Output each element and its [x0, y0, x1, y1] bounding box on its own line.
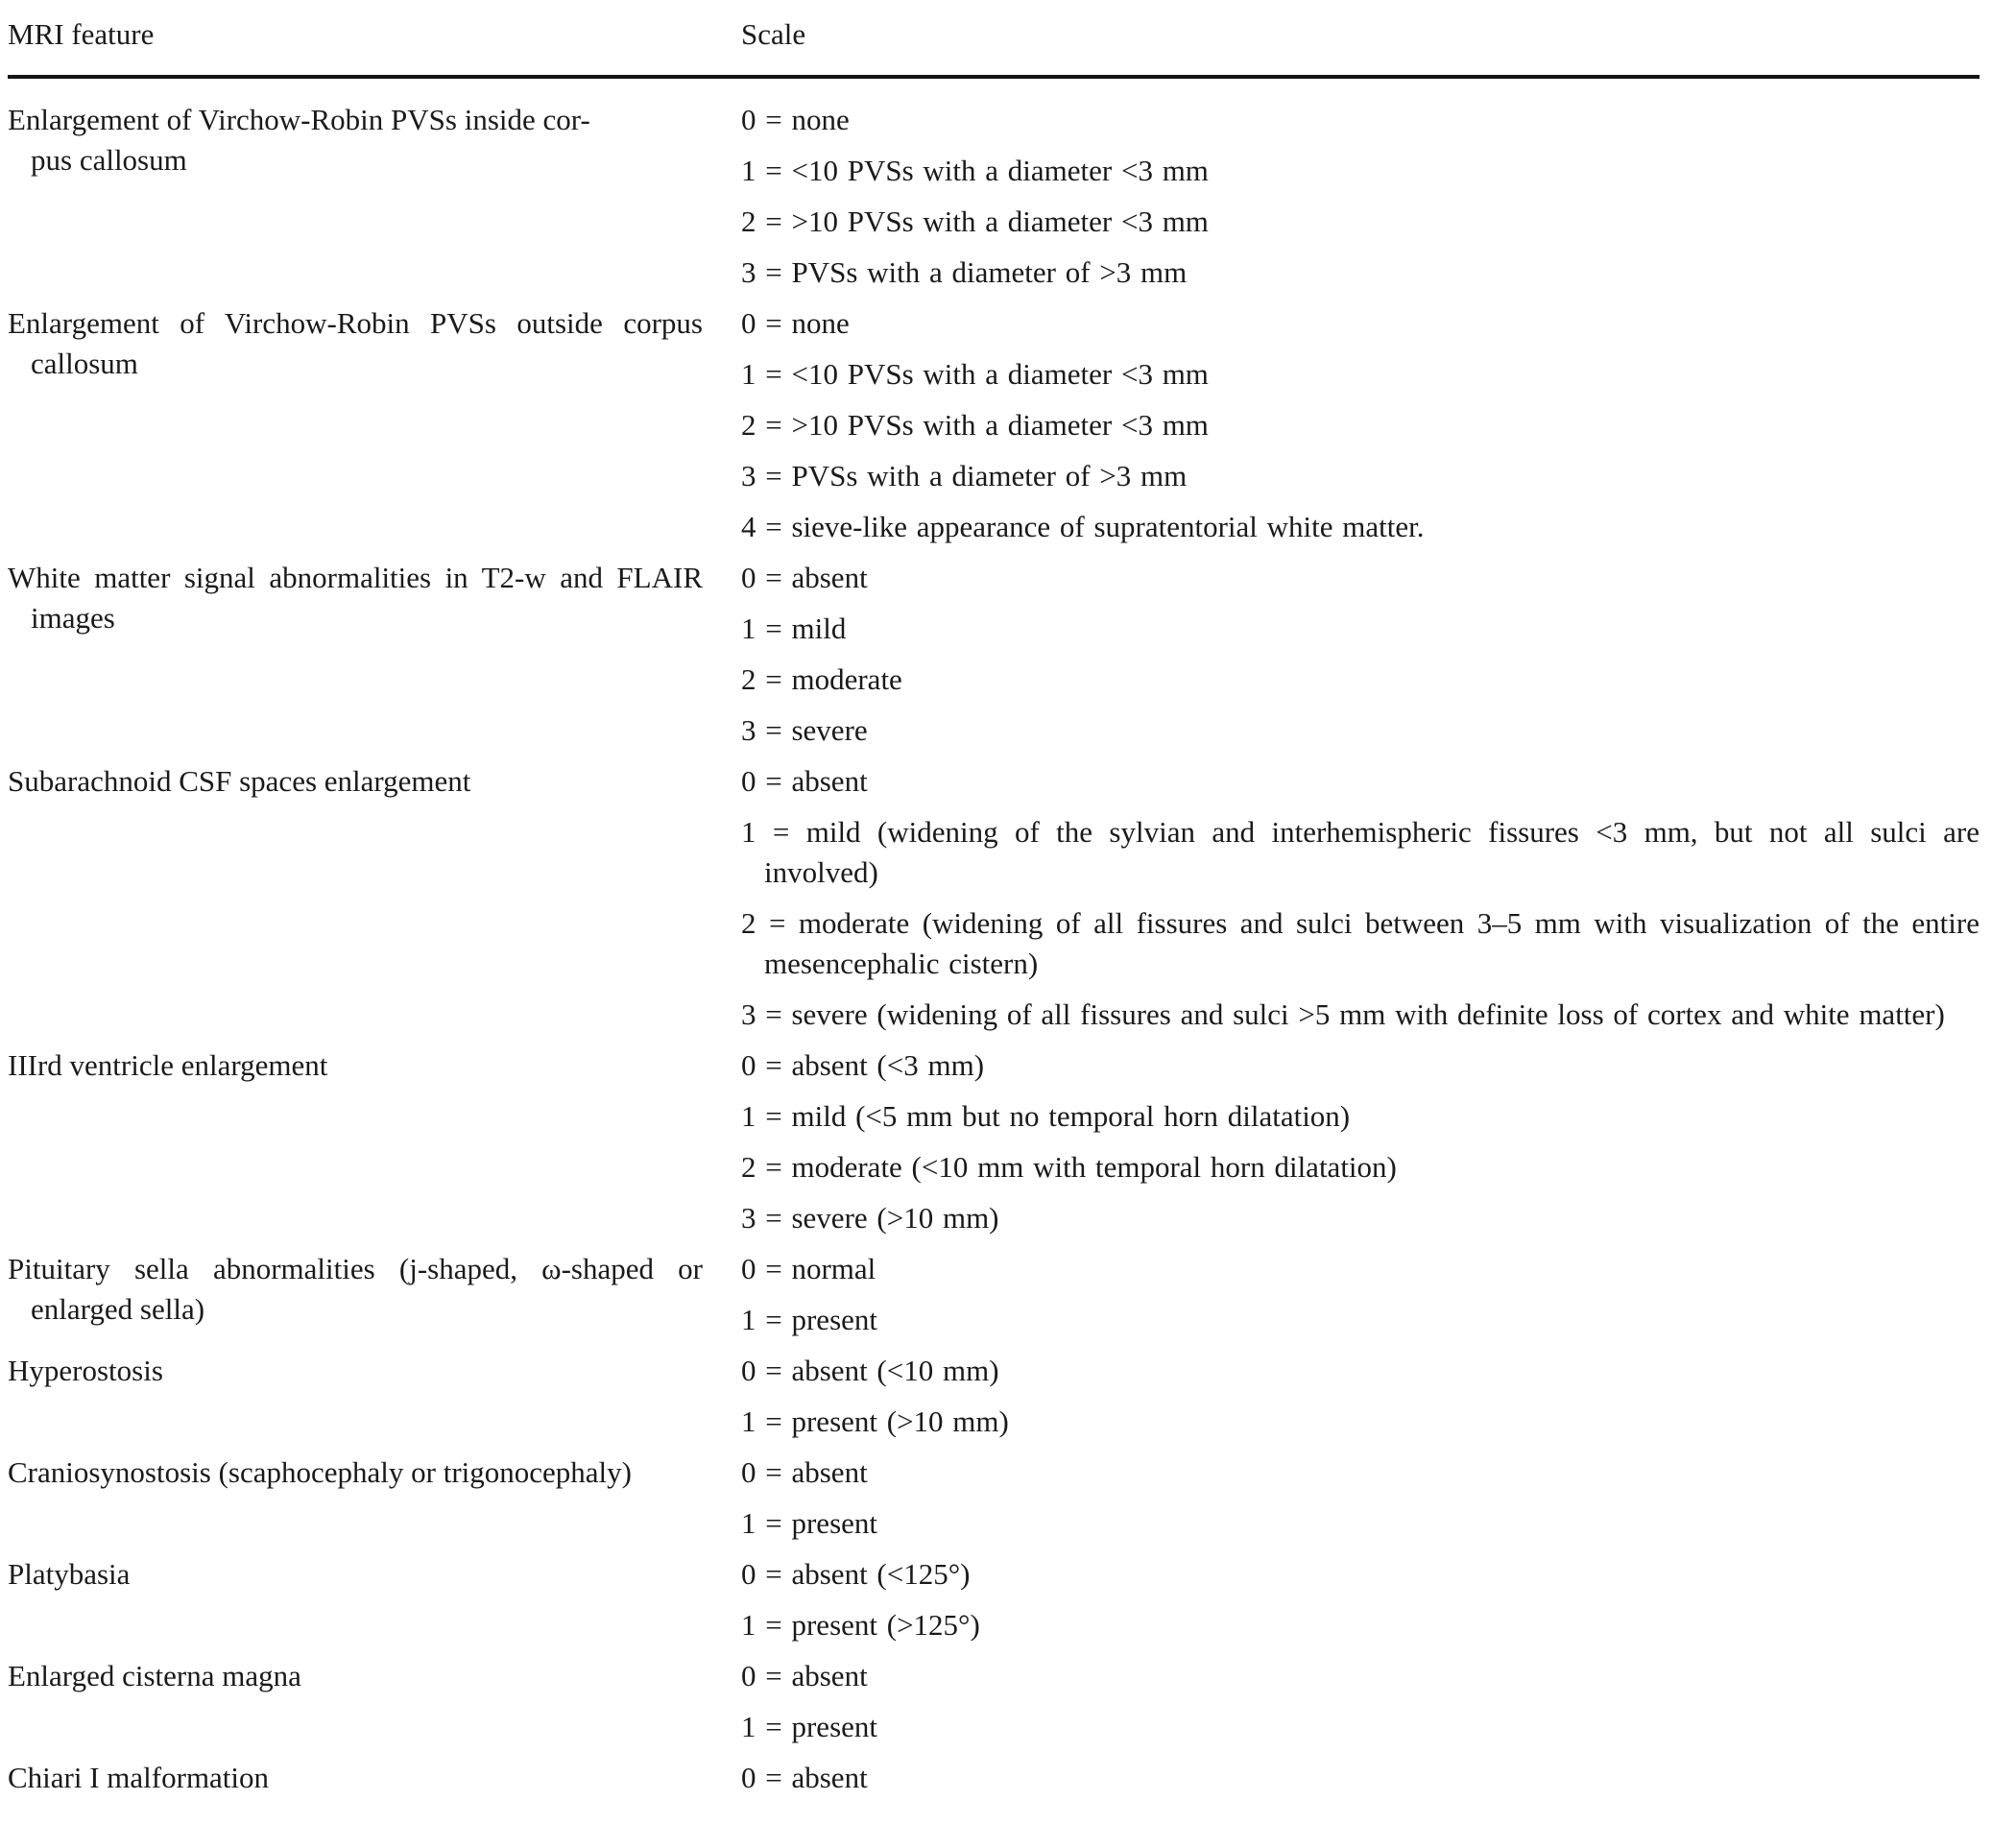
scale-item: 0 = none [741, 103, 850, 136]
feature-cell: Enlargement of Virchow-Robin PVSs outside corpus callosum [8, 306, 703, 380]
scale-cell [741, 1554, 1980, 1656]
scale-item: 0 = none [741, 306, 850, 340]
scale-item: 1 = present (>10 mm) [741, 1404, 1009, 1438]
mri-scoring-table [8, 0, 1980, 1809]
header-scale: Scale [741, 17, 806, 51]
table-row [8, 100, 1980, 303]
scale-item: 1 = <10 PVSs with a diameter <3 mm [741, 357, 1209, 391]
feature-cell: Craniosynostosis (scaphocephaly or trigonocephaly) [8, 1455, 632, 1489]
scale-item: 0 = absent (<10 mm) [741, 1354, 999, 1387]
scale-item: 3 = PVSs with a diameter of >3 mm [741, 255, 1188, 289]
scale-item: 0 = normal [741, 1252, 876, 1285]
scale-cell [741, 1045, 1980, 1249]
scale-item: 1 = present [741, 1303, 878, 1336]
header-mri-feature: MRI feature [8, 17, 155, 51]
scale-item: 1 = mild (widening of the sylvian and interhemispheric fissures <3 mm, but not all sulci are involved) [741, 815, 1980, 889]
table-row [8, 1656, 1980, 1758]
feature-cell: Enlargement of Virchow-Robin PVSs inside cor- pus callosum [8, 103, 590, 177]
scale-item: 1 = mild (<5 mm but no temporal horn dilatation) [741, 1099, 1351, 1133]
table-row [8, 1554, 1980, 1656]
scale-item: 1 = present (>125°) [741, 1608, 980, 1642]
scale-item: 2 = >10 PVSs with a diameter <3 mm [741, 204, 1209, 238]
scale-cell [741, 558, 1980, 761]
scale-item: 3 = severe (widening of all fissures and sulci >5 mm with definite loss of cortex and white matter) [741, 997, 1945, 1031]
scale-item: 0 = absent (<125°) [741, 1557, 971, 1591]
scale-item: 2 = moderate [741, 662, 902, 696]
scale-item: 1 = mild [741, 612, 847, 645]
scale-item: 0 = absent [741, 561, 868, 594]
scale-item: 0 = absent (<3 mm) [741, 1048, 985, 1082]
scale-cell [741, 1351, 1980, 1452]
table-row [8, 303, 1980, 558]
feature-cell: Platybasia [8, 1557, 131, 1591]
feature-cell: IIIrd ventricle enlargement [8, 1048, 328, 1082]
feature-cell: White matter signal abnormalities in T2-w and FLAIR images [8, 561, 703, 635]
scale-item: 3 = severe (>10 mm) [741, 1201, 999, 1235]
scale-item: 1 = <10 PVSs with a diameter <3 mm [741, 154, 1209, 187]
table-row [8, 558, 1980, 761]
scale-item: 0 = absent [741, 1455, 868, 1489]
feature-cell: Subarachnoid CSF spaces enlargement [8, 764, 471, 798]
scale-cell [741, 1249, 1980, 1351]
scale-item: 3 = PVSs with a diameter of >3 mm [741, 459, 1188, 492]
table-row [8, 1249, 1980, 1351]
scale-item: 0 = absent [741, 1659, 868, 1692]
table-header [8, 0, 1980, 75]
scale-cell [741, 100, 1980, 303]
scale-item: 1 = present [741, 1710, 878, 1743]
scale-item: 2 = moderate (widening of all fissures and sulci between 3–5 mm with visualization of the entire mesencephalic cistern) [741, 906, 1980, 980]
scale-item: 0 = absent [741, 1761, 868, 1794]
table-row [8, 1452, 1980, 1554]
scale-item: 3 = severe [741, 713, 868, 747]
scale-item: 4 = sieve-like appearance of supratentorial white matter. [741, 510, 1425, 543]
table-body [8, 79, 1980, 1809]
feature-cell: Pituitary sella abnormalities (j-shaped, ω-shaped or enlarged sella) [8, 1252, 703, 1326]
scale-cell [741, 1452, 1980, 1554]
scale-item: 0 = absent [741, 764, 868, 798]
scale-cell [741, 1656, 1980, 1758]
feature-cell: Chiari I malformation [8, 1761, 270, 1794]
scale-item: 2 = moderate (<10 mm with temporal horn dilatation) [741, 1150, 1397, 1184]
table-row [8, 1045, 1980, 1249]
scale-cell [741, 761, 1980, 1045]
scale-item: 1 = present [741, 1506, 878, 1540]
scale-cell [741, 303, 1980, 558]
scale-item: 2 = >10 PVSs with a diameter <3 mm [741, 408, 1209, 442]
feature-cell: Hyperostosis [8, 1354, 163, 1387]
table-row [8, 1758, 1980, 1809]
scale-cell [741, 1758, 1980, 1809]
table-row [8, 1351, 1980, 1452]
feature-cell: Enlarged cisterna magna [8, 1659, 301, 1692]
table-row [8, 761, 1980, 1045]
